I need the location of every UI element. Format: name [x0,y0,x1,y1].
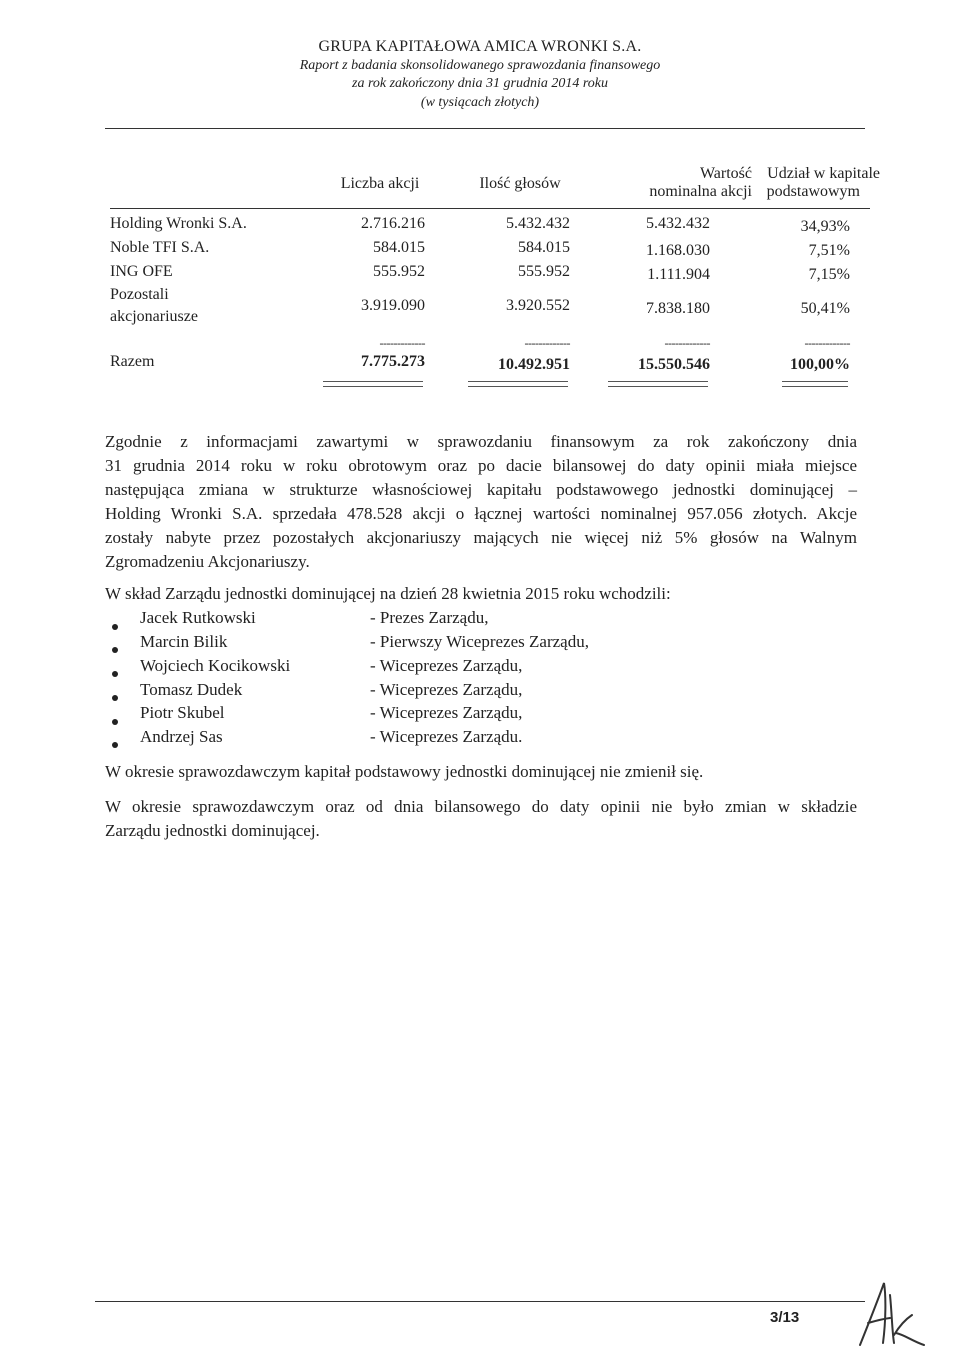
board-member-name: Marcin Bilik [140,632,228,651]
row-name: Holding Wronki S.A. [110,215,247,232]
col-header-shares: Liczba akcji [340,175,420,192]
company-title: GRUPA KAPITAŁOWA AMICA WRONKI S.A. [318,38,642,55]
row-shares: 2.716.216 [361,215,425,232]
capital-unchanged-text: W okresie sprawozdawczym kapitał podstawowy jednostki dominującej nie zmienił się. [105,762,704,781]
report-subtitle: Raport z badania skonsolidowanego sprawozdania finansowego [299,58,661,73]
col-header-votes: Ilość głosów [479,175,561,192]
row-name: Noble TFI S.A. [110,239,210,256]
board-member-name: Jacek Rutkowski [140,608,256,627]
row-share-pct: 7,51% [808,242,850,259]
bullet-icon [112,688,118,706]
total-votes: 10.492.951 [498,356,570,373]
row-share-pct: 34,93% [800,218,850,235]
board-member-role: - Pierwszy Wiceprezes Zarządu, [370,632,589,651]
col-header-share-pct-2: podstawowym [766,183,860,200]
bullet-icon [112,664,118,682]
row-share-pct: 7,15% [808,266,850,283]
ownership-change-line: Zgodnie z informacjami zawartymi w sprawozdaniu finansowym za rok zakończony dnia [105,432,857,451]
page-number: 3/13 [770,1309,800,1326]
subtotal-separator: ------------- [804,336,850,350]
bullet-icon [112,735,118,753]
board-member-name: Andrzej Sas [140,727,223,746]
row-votes: 3.920.552 [506,297,570,314]
row-votes: 555.952 [518,263,570,280]
row-share-pct: 50,41% [800,300,850,317]
row-votes: 5.432.432 [506,215,570,232]
bullet-icon [112,617,118,635]
total-double-underline [323,381,423,387]
report-period: za rok zakończony dnia 31 grudnia 2014 roku [352,76,608,91]
subtotal-separator: ------------- [664,336,710,350]
row-name: ING OFE [110,263,173,280]
col-header-nominal-2: nominalna akcji [649,183,752,200]
board-member-role: - Wiceprezes Zarządu, [370,680,523,699]
row-name-line1: Pozostali [110,286,169,303]
subtotal-separator: ------------- [524,336,570,350]
table-header-rule [110,208,870,209]
row-votes: 584.015 [518,239,570,256]
row-name-line2: akcjonariusze [110,308,198,325]
total-nominal: 15.550.546 [638,356,710,373]
ownership-change-line: zostały nabyte przez pozostałych akcjonariuszy mających nie więcej niż 5% głosów na Walnym [105,528,857,547]
report-units: (w tysiącach złotych) [420,95,540,110]
board-member-role: - Wiceprezes Zarządu. [370,727,523,746]
board-member-name: Piotr Skubel [140,703,225,722]
board-intro: W skład Zarządu jednostki dominującej na dzień 28 kwietnia 2015 roku wchodzili: [105,584,671,603]
row-nominal: 7.838.180 [646,300,710,317]
col-header-share-pct-1: Udział w kapitale [767,165,880,182]
board-unchanged-line: Zarządu jednostki dominującej. [105,821,320,840]
ownership-change-line: 31 grudnia 2014 roku w roku obrotowym oraz po dacie bilansowej do daty opinii miała miejsce [105,456,857,475]
total-share-pct: 100,00% [790,356,850,373]
ownership-change-line: Holding Wronki S.A. sprzedała 478.528 akcji o łącznej wartości nominalnej 957.056 złotych. Akcje [105,504,857,523]
total-label: Razem [110,353,155,370]
row-shares: 3.919.090 [361,297,425,314]
row-shares: 555.952 [373,263,425,280]
ownership-change-line: następująca zmiana w strukturze własnościowej kapitału podstawowego jednostki dominującej – [105,480,857,499]
row-shares: 584.015 [373,239,425,256]
total-double-underline [782,381,848,387]
board-member-name: Wojciech Kocikowski [140,656,291,675]
col-header-nominal-1: Wartość [699,165,752,182]
board-member-role: - Wiceprezes Zarządu, [370,703,523,722]
total-double-underline [608,381,708,387]
row-nominal: 1.168.030 [646,242,710,259]
header-divider [105,128,865,129]
board-unchanged-line: W okresie sprawozdawczym oraz od dnia bilansowego do daty opinii nie było zmian w składzie [105,797,857,816]
bullet-icon [112,712,118,730]
board-member-name: Tomasz Dudek [140,680,243,699]
row-nominal: 5.432.432 [646,215,710,232]
board-member-role: - Wiceprezes Zarządu, [370,656,523,675]
subtotal-separator: ------------- [379,336,425,350]
total-shares: 7.775.273 [361,353,425,370]
ownership-change-line: Zgromadzeniu Akcjonariuszy. [105,552,310,571]
bullet-icon [112,640,118,658]
footer-divider [95,1301,865,1302]
total-double-underline [468,381,568,387]
signature-initials [850,1275,930,1355]
row-nominal: 1.111.904 [647,266,710,283]
board-member-role: - Prezes Zarządu, [370,608,489,627]
